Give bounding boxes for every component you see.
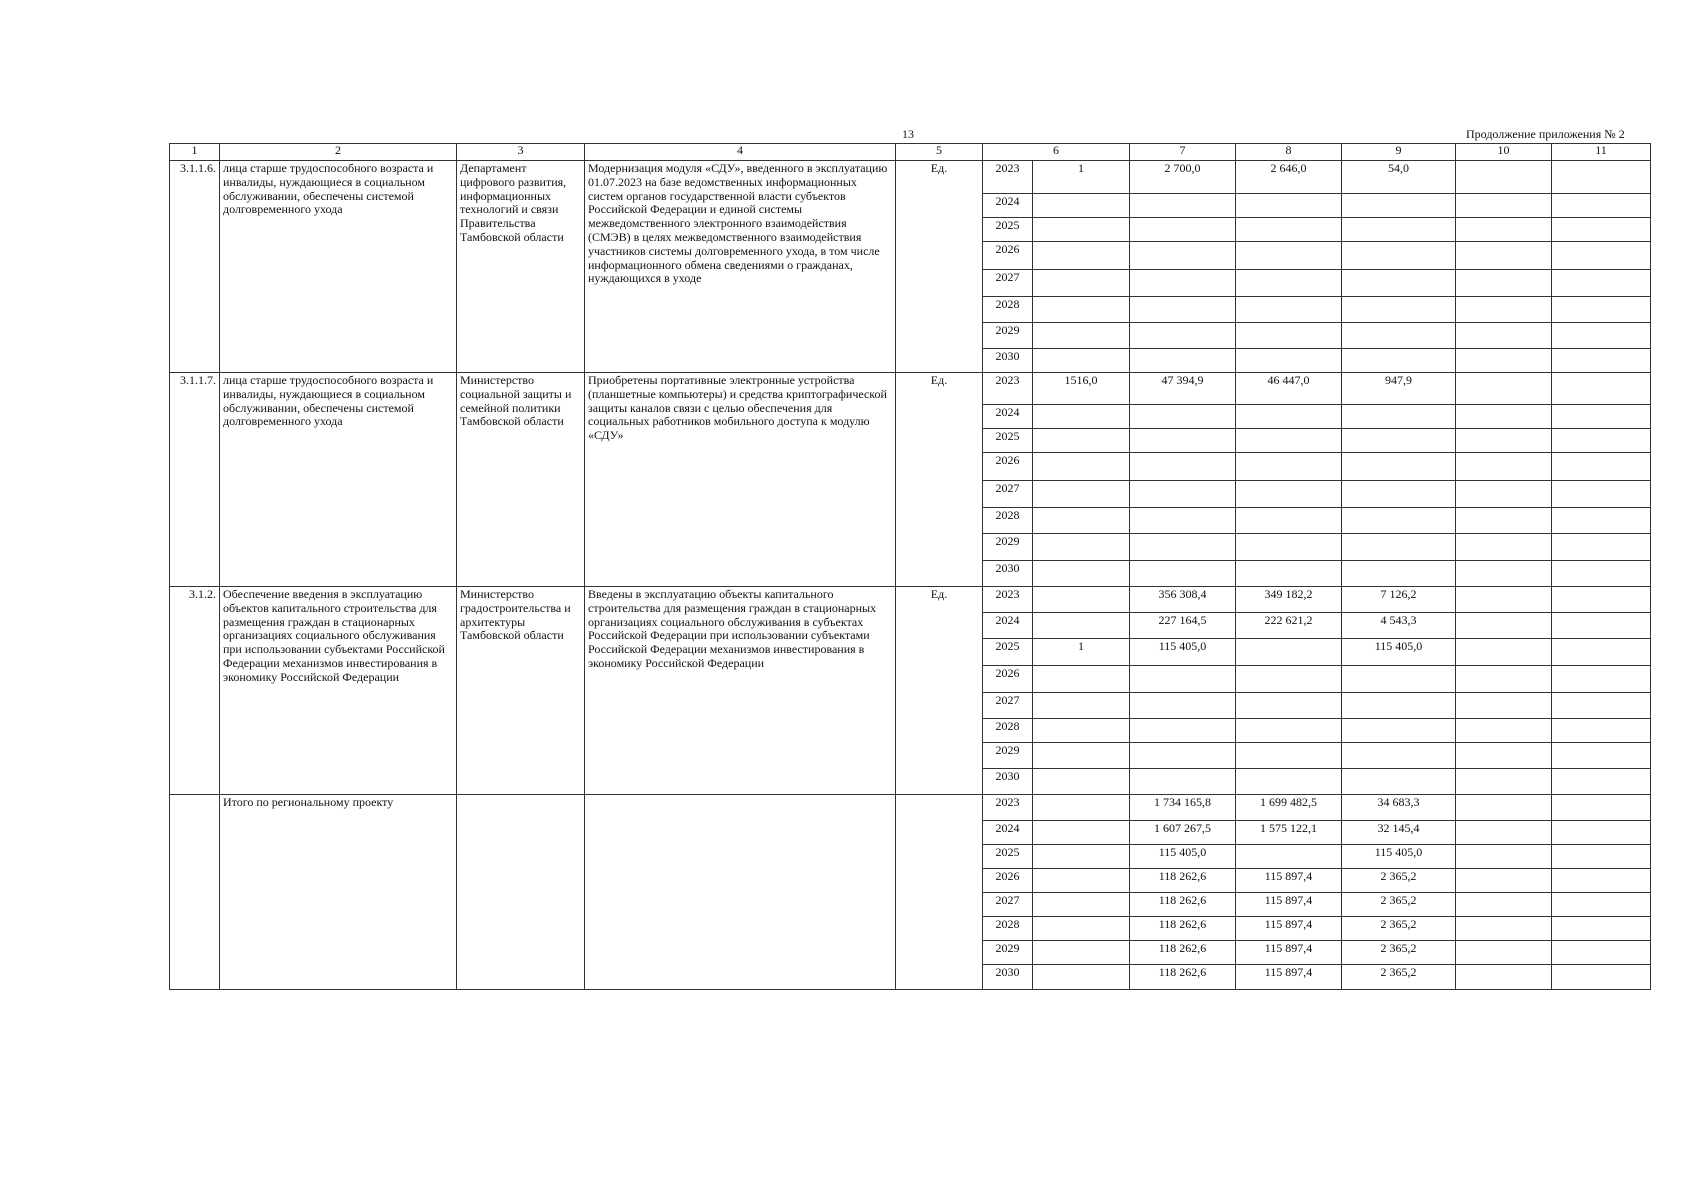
value-cell-6 <box>1033 666 1130 693</box>
year-cell: 2029 <box>983 743 1033 769</box>
value-cell-10 <box>1456 297 1552 323</box>
value-cell-7 <box>1130 323 1236 349</box>
value-cell-8: 115 897,4 <box>1236 941 1342 965</box>
value-cell-8 <box>1236 561 1342 587</box>
column-number-cell: 1 <box>170 144 220 161</box>
value-cell-10 <box>1456 405 1552 429</box>
value-cell-6 <box>1033 693 1130 719</box>
value-cell-10 <box>1456 795 1552 821</box>
table-row <box>170 795 1651 821</box>
value-cell-8 <box>1236 639 1342 666</box>
table-row <box>170 373 1651 405</box>
value-cell-6 <box>1033 453 1130 481</box>
value-cell-8: 349 182,2 <box>1236 587 1342 613</box>
year-cell: 2030 <box>983 769 1033 795</box>
value-cell-10 <box>1456 323 1552 349</box>
value-cell-7 <box>1130 218 1236 242</box>
value-cell-9 <box>1342 561 1456 587</box>
value-cell-10 <box>1456 917 1552 941</box>
value-cell-11 <box>1552 917 1651 941</box>
column-number-cell: 4 <box>585 144 896 161</box>
value-cell-9: 34 683,3 <box>1342 795 1456 821</box>
value-cell-10 <box>1456 587 1552 613</box>
value-cell-7: 47 394,9 <box>1130 373 1236 405</box>
value-cell-10 <box>1456 743 1552 769</box>
section-result <box>585 795 896 990</box>
value-cell-7: 118 262,6 <box>1130 893 1236 917</box>
value-cell-7 <box>1130 270 1236 297</box>
value-cell-8 <box>1236 218 1342 242</box>
section-unit <box>896 795 983 990</box>
value-cell-6 <box>1033 481 1130 508</box>
value-cell-10 <box>1456 218 1552 242</box>
section-title: Итого по региональному проекту <box>220 795 457 990</box>
value-cell-11 <box>1552 270 1651 297</box>
value-cell-6 <box>1033 429 1130 453</box>
column-number-row <box>170 144 1651 161</box>
value-cell-7: 118 262,6 <box>1130 869 1236 893</box>
value-cell-8 <box>1236 508 1342 534</box>
value-cell-8: 115 897,4 <box>1236 869 1342 893</box>
value-cell-6 <box>1033 587 1130 613</box>
value-cell-6 <box>1033 613 1130 639</box>
value-cell-6 <box>1033 795 1130 821</box>
value-cell-10 <box>1456 429 1552 453</box>
value-cell-10 <box>1456 508 1552 534</box>
value-cell-9: 947,9 <box>1342 373 1456 405</box>
section-title: Обеспечение введения в эксплуатацию объектов капитального строительства для размещения граждан в стационарных организациях социального обслуживания при использовании субъектами Российской Федерации механизмов инвестирования в экономику Российской Федерации <box>220 587 457 795</box>
value-cell-8: 222 621,2 <box>1236 613 1342 639</box>
year-cell: 2030 <box>983 349 1033 373</box>
value-cell-11 <box>1552 323 1651 349</box>
value-cell-9: 7 126,2 <box>1342 587 1456 613</box>
year-cell: 2024 <box>983 821 1033 845</box>
value-cell-8 <box>1236 534 1342 561</box>
value-cell-11 <box>1552 693 1651 719</box>
value-cell-9 <box>1342 769 1456 795</box>
value-cell-11 <box>1552 373 1651 405</box>
value-cell-10 <box>1456 453 1552 481</box>
value-cell-6 <box>1033 270 1130 297</box>
value-cell-6: 1 <box>1033 639 1130 666</box>
year-cell: 2030 <box>983 561 1033 587</box>
value-cell-7: 115 405,0 <box>1130 639 1236 666</box>
value-cell-9: 115 405,0 <box>1342 639 1456 666</box>
value-cell-7 <box>1130 349 1236 373</box>
value-cell-9 <box>1342 218 1456 242</box>
column-number-cell: 6 <box>983 144 1130 161</box>
year-cell: 2023 <box>983 161 1033 194</box>
value-cell-9 <box>1342 405 1456 429</box>
section-code: 3.1.1.7. <box>170 373 220 587</box>
value-cell-8 <box>1236 453 1342 481</box>
value-cell-9 <box>1342 242 1456 270</box>
value-cell-9: 2 365,2 <box>1342 941 1456 965</box>
value-cell-7: 118 262,6 <box>1130 965 1236 990</box>
value-cell-10 <box>1456 613 1552 639</box>
year-cell: 2025 <box>983 218 1033 242</box>
year-cell: 2028 <box>983 297 1033 323</box>
value-cell-9: 115 405,0 <box>1342 845 1456 869</box>
value-cell-6: 1 <box>1033 161 1130 194</box>
value-cell-11 <box>1552 587 1651 613</box>
value-cell-6 <box>1033 893 1130 917</box>
value-cell-6 <box>1033 405 1130 429</box>
value-cell-10 <box>1456 869 1552 893</box>
value-cell-7: 115 405,0 <box>1130 845 1236 869</box>
value-cell-10 <box>1456 194 1552 218</box>
value-cell-9 <box>1342 453 1456 481</box>
value-cell-10 <box>1456 639 1552 666</box>
value-cell-11 <box>1552 743 1651 769</box>
year-cell: 2028 <box>983 917 1033 941</box>
section-result: Приобретены портативные электронные устройства (планшетные компьютеры) и средства криптографической защиты каналов связи с целью обеспечения для социальных работников мобильного доступа к модулю «СДУ» <box>585 373 896 587</box>
value-cell-9 <box>1342 481 1456 508</box>
value-cell-7 <box>1130 429 1236 453</box>
value-cell-10 <box>1456 845 1552 869</box>
value-cell-7 <box>1130 508 1236 534</box>
section-unit: Ед. <box>896 587 983 795</box>
value-cell-9: 2 365,2 <box>1342 869 1456 893</box>
value-cell-7: 356 308,4 <box>1130 587 1236 613</box>
value-cell-7 <box>1130 743 1236 769</box>
value-cell-10 <box>1456 349 1552 373</box>
value-cell-11 <box>1552 405 1651 429</box>
value-cell-10 <box>1456 821 1552 845</box>
value-cell-7: 2 700,0 <box>1130 161 1236 194</box>
value-cell-6 <box>1033 349 1130 373</box>
value-cell-10 <box>1456 270 1552 297</box>
value-cell-11 <box>1552 561 1651 587</box>
value-cell-7 <box>1130 453 1236 481</box>
value-cell-9 <box>1342 297 1456 323</box>
value-cell-6 <box>1033 743 1130 769</box>
section-executor: Департамент цифрового развития, информационных технологий и связи Правительства Тамбовской области <box>457 161 585 373</box>
value-cell-6 <box>1033 323 1130 349</box>
value-cell-8 <box>1236 242 1342 270</box>
value-cell-8: 115 897,4 <box>1236 893 1342 917</box>
value-cell-8 <box>1236 693 1342 719</box>
column-number-cell: 2 <box>220 144 457 161</box>
value-cell-8: 2 646,0 <box>1236 161 1342 194</box>
value-cell-7: 118 262,6 <box>1130 917 1236 941</box>
value-cell-8 <box>1236 769 1342 795</box>
year-cell: 2027 <box>983 893 1033 917</box>
value-cell-6 <box>1033 965 1130 990</box>
table-row <box>170 587 1651 613</box>
value-cell-7: 118 262,6 <box>1130 941 1236 965</box>
value-cell-7: 1 607 267,5 <box>1130 821 1236 845</box>
value-cell-10 <box>1456 893 1552 917</box>
value-cell-11 <box>1552 941 1651 965</box>
value-cell-7: 227 164,5 <box>1130 613 1236 639</box>
section-title: лица старше трудоспособного возраста и инвалиды, нуждающиеся в социальном обслуживании, обеспечены системой долговременного ухода <box>220 161 457 373</box>
value-cell-11 <box>1552 242 1651 270</box>
value-cell-8: 115 897,4 <box>1236 965 1342 990</box>
column-number-cell: 7 <box>1130 144 1236 161</box>
value-cell-10 <box>1456 481 1552 508</box>
value-cell-8 <box>1236 405 1342 429</box>
year-cell: 2024 <box>983 613 1033 639</box>
value-cell-11 <box>1552 639 1651 666</box>
year-cell: 2026 <box>983 869 1033 893</box>
value-cell-11 <box>1552 481 1651 508</box>
value-cell-6 <box>1033 534 1130 561</box>
value-cell-11 <box>1552 719 1651 743</box>
value-cell-11 <box>1552 869 1651 893</box>
section-unit: Ед. <box>896 373 983 587</box>
column-number-cell: 11 <box>1552 144 1651 161</box>
value-cell-11 <box>1552 453 1651 481</box>
value-cell-9: 32 145,4 <box>1342 821 1456 845</box>
appendix-table <box>169 143 1651 990</box>
value-cell-7 <box>1130 769 1236 795</box>
value-cell-10 <box>1456 561 1552 587</box>
section-executor <box>457 795 585 990</box>
value-cell-10 <box>1456 769 1552 795</box>
section-result: Введены в эксплуатацию объекты капитального строительства для размещения граждан в стационарных организациях социального обслуживания в субъектах Российской Федерации при использовании субъектами Российской Федерации механизмов инвестирования в экономику Российской Федерации <box>585 587 896 795</box>
year-cell: 2029 <box>983 323 1033 349</box>
value-cell-9: 2 365,2 <box>1342 893 1456 917</box>
value-cell-7 <box>1130 561 1236 587</box>
table-row <box>170 161 1651 194</box>
value-cell-6: 1516,0 <box>1033 373 1130 405</box>
value-cell-10 <box>1456 373 1552 405</box>
value-cell-6 <box>1033 941 1130 965</box>
year-cell: 2024 <box>983 405 1033 429</box>
value-cell-9 <box>1342 194 1456 218</box>
value-cell-10 <box>1456 965 1552 990</box>
year-cell: 2030 <box>983 965 1033 990</box>
column-number-cell: 3 <box>457 144 585 161</box>
value-cell-6 <box>1033 917 1130 941</box>
section-result: Модернизация модуля «СДУ», введенного в эксплуатацию 01.07.2023 на базе ведомственных информационных систем органов государственной власти субъектов Российской Федерации и единой системы межведомственного электронного взаимодействия (СМЭВ) в целях межведомственного взаимодействия участников системы долговременного ухода, в том числе информационного обмена сведениями о гражданах, нуждающихся в уходе <box>585 161 896 373</box>
value-cell-11 <box>1552 194 1651 218</box>
value-cell-9 <box>1342 719 1456 743</box>
value-cell-7: 1 734 165,8 <box>1130 795 1236 821</box>
value-cell-9: 4 543,3 <box>1342 613 1456 639</box>
year-cell: 2029 <box>983 941 1033 965</box>
section-title: лица старше трудоспособного возраста и инвалиды, нуждающиеся в социальном обслуживании, обеспечены системой долговременного ухода <box>220 373 457 587</box>
value-cell-11 <box>1552 821 1651 845</box>
value-cell-8 <box>1236 297 1342 323</box>
value-cell-8: 1 575 122,1 <box>1236 821 1342 845</box>
value-cell-10 <box>1456 719 1552 743</box>
year-cell: 2025 <box>983 845 1033 869</box>
value-cell-8 <box>1236 270 1342 297</box>
value-cell-9 <box>1342 534 1456 561</box>
value-cell-11 <box>1552 893 1651 917</box>
value-cell-11 <box>1552 666 1651 693</box>
value-cell-9: 54,0 <box>1342 161 1456 194</box>
value-cell-10 <box>1456 242 1552 270</box>
value-cell-8: 1 699 482,5 <box>1236 795 1342 821</box>
year-cell: 2028 <box>983 508 1033 534</box>
value-cell-8 <box>1236 666 1342 693</box>
value-cell-7 <box>1130 194 1236 218</box>
section-executor: Министерство градостроительства и архитектуры Тамбовской области <box>457 587 585 795</box>
value-cell-9 <box>1342 666 1456 693</box>
year-cell: 2026 <box>983 242 1033 270</box>
value-cell-6 <box>1033 297 1130 323</box>
value-cell-7 <box>1130 405 1236 429</box>
value-cell-9 <box>1342 693 1456 719</box>
value-cell-10 <box>1456 941 1552 965</box>
value-cell-6 <box>1033 869 1130 893</box>
section-executor: Министерство социальной защиты и семейной политики Тамбовской области <box>457 373 585 587</box>
value-cell-11 <box>1552 297 1651 323</box>
value-cell-7 <box>1130 297 1236 323</box>
year-cell: 2023 <box>983 373 1033 405</box>
value-cell-11 <box>1552 845 1651 869</box>
section-code <box>170 795 220 990</box>
value-cell-7 <box>1130 719 1236 743</box>
year-cell: 2025 <box>983 639 1033 666</box>
year-cell: 2029 <box>983 534 1033 561</box>
value-cell-11 <box>1552 349 1651 373</box>
value-cell-11 <box>1552 218 1651 242</box>
value-cell-6 <box>1033 218 1130 242</box>
value-cell-7 <box>1130 242 1236 270</box>
value-cell-6 <box>1033 769 1130 795</box>
value-cell-10 <box>1456 534 1552 561</box>
value-cell-9 <box>1342 429 1456 453</box>
value-cell-6 <box>1033 508 1130 534</box>
value-cell-11 <box>1552 769 1651 795</box>
year-cell: 2024 <box>983 194 1033 218</box>
value-cell-11 <box>1552 534 1651 561</box>
value-cell-6 <box>1033 561 1130 587</box>
value-cell-9: 2 365,2 <box>1342 917 1456 941</box>
value-cell-9 <box>1342 508 1456 534</box>
year-cell: 2023 <box>983 587 1033 613</box>
value-cell-9 <box>1342 349 1456 373</box>
value-cell-7 <box>1130 534 1236 561</box>
column-number-cell: 8 <box>1236 144 1342 161</box>
value-cell-9 <box>1342 743 1456 769</box>
value-cell-10 <box>1456 161 1552 194</box>
value-cell-11 <box>1552 161 1651 194</box>
value-cell-8 <box>1236 194 1342 218</box>
value-cell-8 <box>1236 719 1342 743</box>
section-code: 3.1.1.6. <box>170 161 220 373</box>
value-cell-6 <box>1033 719 1130 743</box>
value-cell-8: 115 897,4 <box>1236 917 1342 941</box>
column-number-cell: 10 <box>1456 144 1552 161</box>
value-cell-9 <box>1342 323 1456 349</box>
value-cell-11 <box>1552 429 1651 453</box>
section-unit: Ед. <box>896 161 983 373</box>
year-cell: 2027 <box>983 693 1033 719</box>
year-cell: 2027 <box>983 481 1033 508</box>
year-cell: 2026 <box>983 666 1033 693</box>
value-cell-11 <box>1552 508 1651 534</box>
column-number-cell: 9 <box>1342 144 1456 161</box>
year-cell: 2023 <box>983 795 1033 821</box>
value-cell-11 <box>1552 965 1651 990</box>
value-cell-6 <box>1033 242 1130 270</box>
value-cell-10 <box>1456 693 1552 719</box>
section-code: 3.1.2. <box>170 587 220 795</box>
value-cell-8 <box>1236 323 1342 349</box>
page-number: 13 <box>902 127 914 141</box>
value-cell-10 <box>1456 666 1552 693</box>
value-cell-8: 46 447,0 <box>1236 373 1342 405</box>
value-cell-6 <box>1033 821 1130 845</box>
value-cell-7 <box>1130 693 1236 719</box>
value-cell-11 <box>1552 613 1651 639</box>
value-cell-11 <box>1552 795 1651 821</box>
value-cell-8 <box>1236 429 1342 453</box>
value-cell-6 <box>1033 845 1130 869</box>
year-cell: 2028 <box>983 719 1033 743</box>
value-cell-8 <box>1236 845 1342 869</box>
year-cell: 2027 <box>983 270 1033 297</box>
year-cell: 2026 <box>983 453 1033 481</box>
year-cell: 2025 <box>983 429 1033 453</box>
value-cell-7 <box>1130 666 1236 693</box>
value-cell-7 <box>1130 481 1236 508</box>
column-number-cell: 5 <box>896 144 983 161</box>
value-cell-8 <box>1236 349 1342 373</box>
value-cell-9: 2 365,2 <box>1342 965 1456 990</box>
value-cell-8 <box>1236 743 1342 769</box>
continuation-note: Продолжение приложения № 2 <box>1466 127 1625 141</box>
value-cell-9 <box>1342 270 1456 297</box>
value-cell-6 <box>1033 194 1130 218</box>
value-cell-8 <box>1236 481 1342 508</box>
